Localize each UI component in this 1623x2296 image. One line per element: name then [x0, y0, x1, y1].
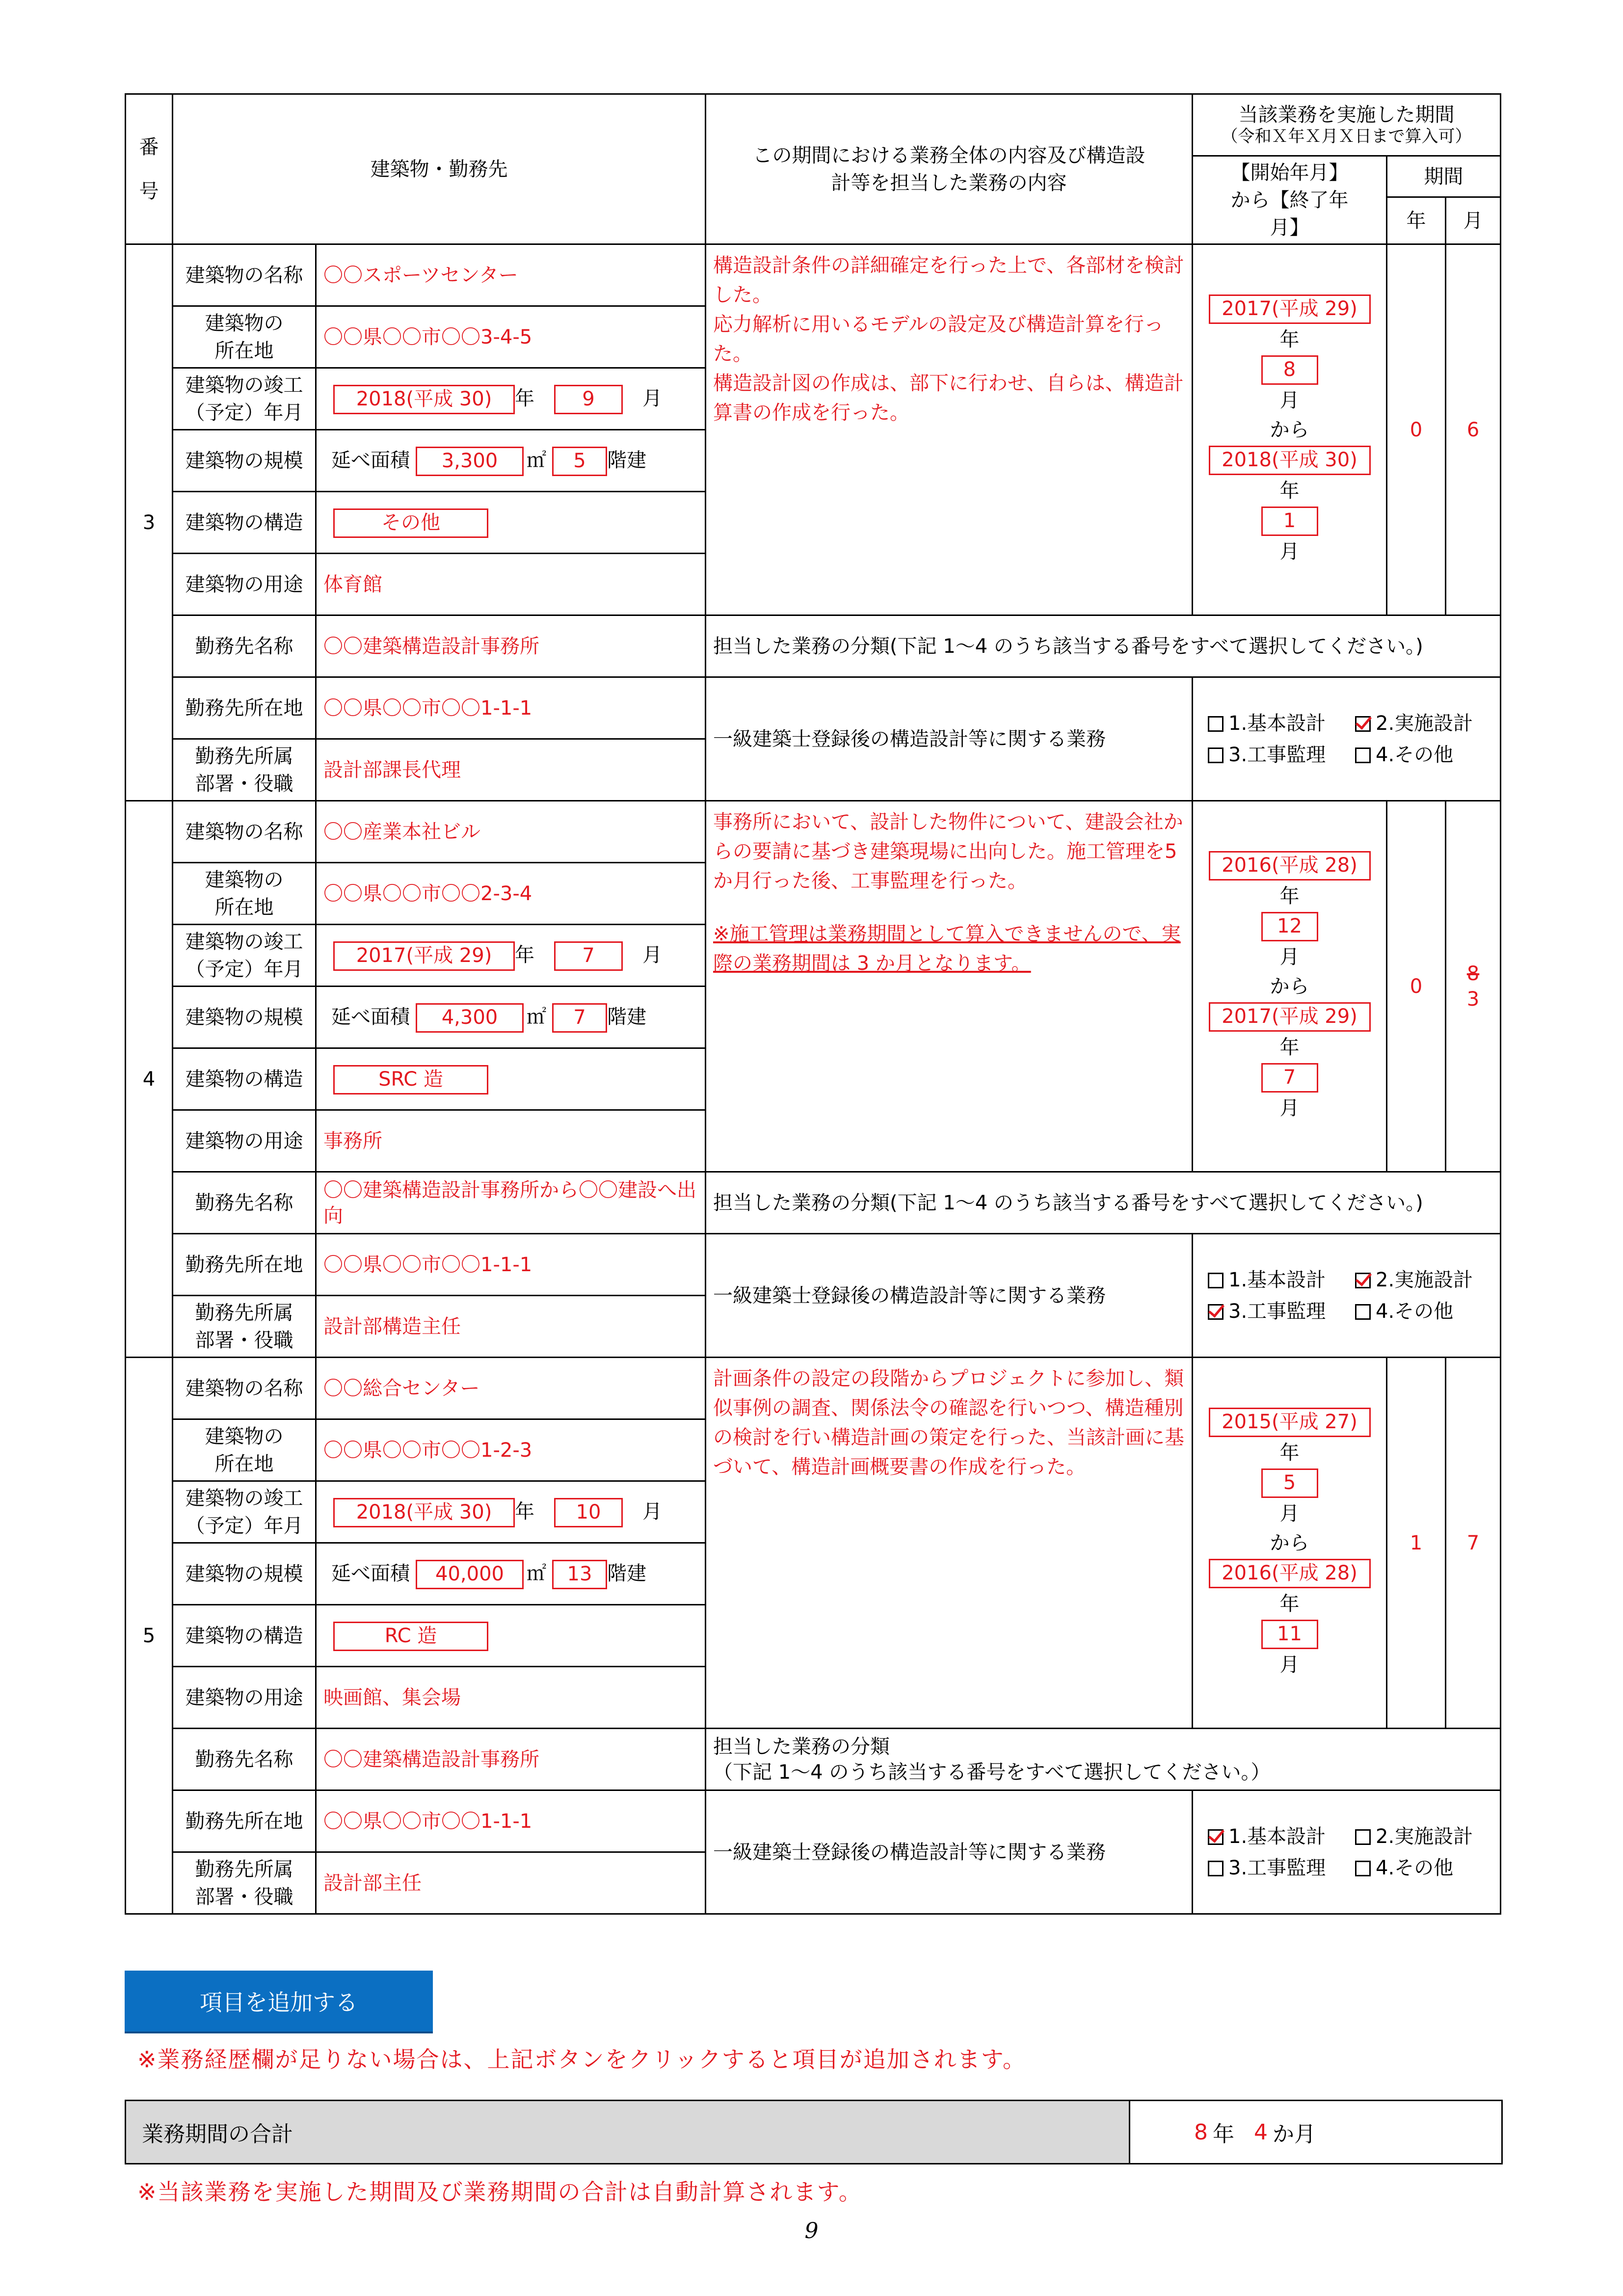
post-registration-label: 一級建築士登録後の構造設計等に関する業務 — [706, 1234, 1193, 1358]
label-bldg-scale: 建築物の規模 — [173, 430, 316, 492]
year-label: 年 — [1279, 328, 1300, 351]
month-label: 月 — [1279, 1096, 1300, 1120]
label-work-name: 勤務先名称 — [173, 1729, 316, 1790]
workplace-location-value[interactable]: 〇〇県〇〇市〇〇1-1-1 — [316, 677, 706, 739]
start-month-field[interactable]: 12 — [1261, 912, 1318, 941]
floor-area-field[interactable]: 40,000 — [416, 1560, 524, 1589]
end-month-field[interactable]: 1 — [1261, 507, 1318, 536]
month-label: 月 — [642, 943, 662, 966]
duration-months-old: 8 — [1466, 962, 1480, 985]
month-label: 月 — [1279, 1502, 1300, 1525]
entry-row-name — [126, 244, 1501, 306]
year-label: 年 — [515, 387, 534, 410]
month-label: 月 — [642, 1500, 662, 1523]
start-year-field[interactable]: 2015(平成 27) — [1209, 1408, 1371, 1437]
label-work-name: 勤務先名称 — [173, 1172, 316, 1234]
duration-months-value: 7 — [1466, 1531, 1480, 1554]
label-work-dept: 勤務先所属部署・役職 — [173, 1852, 316, 1914]
header-start-end: 【開始年月】から【終了年月】 — [1193, 156, 1387, 244]
classification-cell — [706, 1172, 1501, 1234]
month-label: 月 — [1279, 540, 1300, 563]
career-table — [125, 93, 1501, 1915]
workplace-value[interactable]: 〇〇建築構造設計事務所 — [316, 615, 706, 677]
sqm-label: ㎡ — [527, 449, 546, 472]
from-label: から — [1270, 418, 1309, 441]
checkbox-3[interactable] — [1208, 748, 1224, 763]
total-years: 8 — [1194, 2119, 1208, 2145]
duration-years: 1 — [1387, 1358, 1446, 1729]
entry-row-name — [126, 1358, 1501, 1419]
classification-checkboxes: 1.基本設計 2.実施設計 3.工事監理 4.その他 — [1193, 677, 1501, 801]
checkbox-1[interactable] — [1208, 1829, 1224, 1845]
description-text[interactable]: 構造設計条件の詳細確定を行った上で、各部材を検討した。 応力解析に用いるモデルの設定及び構造計算を行った。 構造設計図の作成は、部下に行わせ、自らは、構造計算書の作成を行った。 — [713, 254, 1184, 424]
start-month-field[interactable]: 8 — [1261, 355, 1318, 385]
classification-text: 担当した業務の分類(下記 1～4 のうち該当する番号をすべて選択してください。) — [713, 1191, 1423, 1214]
workplace-value[interactable]: 〇〇建築構造設計事務所 — [316, 1729, 706, 1790]
label-bldg-name: 建築物の名称 — [173, 244, 316, 306]
workplace-location-value[interactable]: 〇〇県〇〇市〇〇1-1-1 — [316, 1790, 706, 1852]
workplace-location-value[interactable]: 〇〇県〇〇市〇〇1-1-1 — [316, 1234, 706, 1296]
header-period: 当該業務を実施した期間 （令和Ｘ年Ｘ月Ｘ日まで算入可） — [1193, 94, 1501, 156]
dept-value[interactable]: 設計部構造主任 — [316, 1296, 706, 1358]
checkbox-3[interactable] — [1208, 1861, 1224, 1876]
bldg-location-value[interactable]: 〇〇県〇〇市〇〇2-3-4 — [316, 863, 706, 925]
structure-select[interactable]: SRC 造 — [333, 1065, 488, 1095]
label-bldg-use: 建築物の用途 — [173, 554, 316, 615]
total-label: 業務期間の合計 — [126, 2101, 1130, 2163]
floors-label: 階建 — [607, 449, 646, 472]
end-year-field[interactable]: 2017(平成 29) — [1209, 1002, 1371, 1032]
end-month-field[interactable]: 11 — [1261, 1620, 1318, 1649]
duration-years: 0 — [1387, 244, 1446, 615]
floors-label: 階建 — [607, 1005, 646, 1028]
total-month-unit: か月 — [1273, 2122, 1316, 2147]
floor-area-label: 延べ面積 — [331, 1005, 410, 1028]
classification-head: 担当した業務の分類 — [713, 1735, 890, 1758]
end-year-field[interactable]: 2018(平成 30) — [1209, 446, 1371, 475]
structure-cell — [316, 1605, 706, 1667]
structure-cell — [316, 492, 706, 554]
checkbox-3[interactable] — [1208, 1304, 1224, 1320]
floor-area-field[interactable]: 3,300 — [416, 447, 524, 476]
dept-value[interactable]: 設計部主任 — [316, 1852, 706, 1914]
classification-checkboxes: 1.基本設計 2.実施設計 3.工事監理 4.その他 — [1193, 1234, 1501, 1358]
month-label: 月 — [1279, 1653, 1300, 1676]
label-work-dept: 勤務先所属部署・役職 — [173, 739, 316, 801]
description-text[interactable]: 計画条件の設定の段階からプロジェクトに参加し、類似事例の調査、関係法令の確認を行いつつ、構造種別の検討を行い構造計画の策定を行った、当該計画に基づいて、構造計画概要書の作成を行った。 — [713, 1367, 1184, 1478]
checkbox-4[interactable] — [1355, 1861, 1371, 1876]
duration-months — [1446, 801, 1501, 1172]
completion-month-field[interactable]: 9 — [554, 385, 623, 414]
duration-years: 0 — [1387, 801, 1446, 1172]
header-number: 番号 — [126, 94, 173, 244]
label-bldg-location: 建築物の所在地 — [173, 1419, 316, 1481]
year-label: 年 — [515, 943, 534, 966]
header-content: この期間における業務全体の内容及び構造設計等を担当した業務の内容 — [706, 94, 1193, 244]
classification-tail: （下記 1～4 のうち該当する番号をすべて選択してください。） — [713, 1761, 1271, 1784]
completion-year-field[interactable]: 2017(平成 29) — [333, 941, 515, 971]
header-building-workplace: 建築物・勤務先 — [173, 94, 706, 244]
dept-value[interactable]: 設計部課長代理 — [316, 739, 706, 801]
floors-field[interactable]: 5 — [552, 447, 607, 476]
year-label: 年 — [515, 1500, 534, 1523]
business-description — [706, 801, 1193, 1172]
duration-months-value: 6 — [1466, 418, 1480, 441]
completion-year-field[interactable]: 2018(平成 30) — [333, 1498, 515, 1527]
start-year-field[interactable]: 2016(平成 28) — [1209, 851, 1371, 881]
bldg-location-value[interactable]: 〇〇県〇〇市〇〇3-4-5 — [316, 306, 706, 368]
sqm-label: ㎡ — [527, 1005, 546, 1028]
end-month-field[interactable]: 7 — [1261, 1063, 1318, 1093]
total-months: 4 — [1254, 2119, 1268, 2145]
workplace-value[interactable]: 〇〇建築構造設計事務所から〇〇建設へ出向 — [316, 1172, 706, 1234]
label-work-name: 勤務先名称 — [173, 615, 316, 677]
business-description — [706, 1358, 1193, 1729]
checkbox-2[interactable] — [1355, 1273, 1371, 1288]
classification-cell — [706, 1729, 1501, 1790]
start-year-field[interactable]: 2017(平成 29) — [1209, 294, 1371, 324]
bldg-location-value[interactable]: 〇〇県〇〇市〇〇1-2-3 — [316, 1419, 706, 1481]
bldg-name-value[interactable]: 〇〇産業本社ビル — [316, 801, 706, 863]
label-work-location: 勤務先所在地 — [173, 1234, 316, 1296]
floors-field[interactable]: 13 — [552, 1560, 607, 1589]
bldg-use-value[interactable]: 映画館、集会場 — [316, 1667, 706, 1729]
label-bldg-location: 建築物の所在地 — [173, 306, 316, 368]
floors-field[interactable]: 7 — [552, 1003, 607, 1033]
floors-label: 階建 — [607, 1562, 646, 1585]
scale-cell — [316, 1543, 706, 1605]
checkbox-4[interactable] — [1355, 1304, 1371, 1320]
year-label: 年 — [1279, 1592, 1300, 1615]
sqm-label: ㎡ — [527, 1562, 546, 1585]
start-month-field[interactable]: 5 — [1261, 1468, 1318, 1498]
from-label: から — [1270, 975, 1309, 998]
label-bldg-completion: 建築物の竣工（予定）年月 — [173, 925, 316, 987]
label-bldg-completion: 建築物の竣工（予定）年月 — [173, 368, 316, 430]
entry-number: 5 — [126, 1358, 173, 1914]
from-label: から — [1270, 1531, 1309, 1554]
floor-area-label: 延べ面積 — [331, 1562, 410, 1585]
checkbox-1[interactable] — [1208, 1273, 1224, 1288]
floor-area-label: 延べ面積 — [331, 449, 410, 472]
label-bldg-name: 建築物の名称 — [173, 1358, 316, 1419]
page-number: 9 — [804, 2218, 819, 2243]
structure-select[interactable]: RC 造 — [333, 1622, 488, 1651]
completion-month-field[interactable]: 10 — [554, 1498, 623, 1527]
header-year: 年 — [1387, 197, 1446, 244]
checkbox-4[interactable] — [1355, 748, 1371, 763]
completion-cell — [316, 925, 706, 987]
post-registration-label: 一級建築士登録後の構造設計等に関する業務 — [706, 1790, 1193, 1914]
duration-months — [1446, 1358, 1501, 1729]
entry-row-name — [126, 801, 1501, 863]
completion-cell — [316, 1481, 706, 1543]
period-cell — [1193, 1358, 1387, 1729]
scale-cell — [316, 987, 706, 1048]
bldg-name-value[interactable]: 〇〇スポーツセンター — [316, 244, 706, 306]
entry-number: 3 — [126, 244, 173, 801]
checkbox-2[interactable] — [1355, 716, 1371, 732]
month-label: 月 — [642, 387, 662, 410]
year-label: 年 — [1279, 1036, 1300, 1059]
end-year-field[interactable]: 2016(平成 28) — [1209, 1559, 1371, 1588]
label-bldg-scale: 建築物の規模 — [173, 987, 316, 1048]
total-year-unit: 年 — [1213, 2122, 1234, 2147]
entry-number: 4 — [126, 801, 173, 1358]
classification-checkboxes: 1.基本設計 2.実施設計 3.工事監理 4.その他 — [1193, 1790, 1501, 1914]
label-bldg-use: 建築物の用途 — [173, 1110, 316, 1172]
duration-months-value: 3 — [1466, 988, 1480, 1011]
checkbox-1[interactable] — [1208, 716, 1224, 732]
post-registration-label: 一級建築士登録後の構造設計等に関する業務 — [706, 677, 1193, 801]
completion-cell — [316, 368, 706, 430]
structure-select[interactable]: その他 — [333, 508, 488, 538]
year-label: 年 — [1279, 479, 1300, 502]
month-label: 月 — [1279, 945, 1300, 968]
floor-area-field[interactable]: 4,300 — [416, 1003, 524, 1033]
label-bldg-use: 建築物の用途 — [173, 1667, 316, 1729]
label-bldg-structure: 建築物の構造 — [173, 492, 316, 554]
total-period — [125, 2100, 1503, 2164]
year-label: 年 — [1279, 884, 1300, 908]
label-work-location: 勤務先所在地 — [173, 677, 316, 739]
label-bldg-completion: 建築物の竣工（予定）年月 — [173, 1481, 316, 1543]
label-bldg-name: 建築物の名称 — [173, 801, 316, 863]
structure-cell — [316, 1048, 706, 1110]
add-note: ※業務経歴欄が足りない場合は、上記ボタンをクリックすると項目が追加されます。 — [137, 2046, 1027, 2073]
label-work-dept: 勤務先所属部署・役職 — [173, 1296, 316, 1358]
description-text[interactable]: 事務所において、設計した物件について、建設会社からの要請に基づき建築現場に出向した。施工管理を5か月行った後、工事監理を行った。 — [713, 811, 1183, 892]
total-value — [1130, 2101, 1501, 2163]
header-month: 月 — [1446, 197, 1501, 244]
duration-months — [1446, 244, 1501, 615]
label-bldg-location: 建築物の所在地 — [173, 863, 316, 925]
month-label: 月 — [1279, 389, 1300, 412]
period-cell — [1193, 244, 1387, 615]
business-description — [706, 244, 1193, 615]
completion-month-field[interactable]: 7 — [554, 941, 623, 971]
completion-year-field[interactable]: 2018(平成 30) — [333, 385, 515, 414]
label-work-location: 勤務先所在地 — [173, 1790, 316, 1852]
bldg-name-value[interactable]: 〇〇総合センター — [316, 1358, 706, 1419]
label-bldg-scale: 建築物の規模 — [173, 1543, 316, 1605]
add-item-button[interactable]: 項目を追加する — [125, 1971, 433, 2033]
header-duration: 期間 — [1387, 156, 1501, 197]
bldg-use-value[interactable]: 事務所 — [316, 1110, 706, 1172]
classification-text: 担当した業務の分類(下記 1～4 のうち該当する番号をすべて選択してください。) — [713, 635, 1423, 658]
total-note: ※当該業務を実施した期間及び業務期間の合計は自動計算されます。 — [137, 2179, 862, 2205]
year-label: 年 — [1279, 1441, 1300, 1464]
checkbox-2[interactable] — [1355, 1829, 1371, 1845]
description-note: ※施工管理は業務期間として算入できませんので、実際の業務期間は 3 か月となります。 — [713, 923, 1181, 975]
classification-cell — [706, 615, 1501, 677]
bldg-use-value[interactable]: 体育館 — [316, 554, 706, 615]
label-bldg-structure: 建築物の構造 — [173, 1048, 316, 1110]
period-cell — [1193, 801, 1387, 1172]
scale-cell — [316, 430, 706, 492]
label-bldg-structure: 建築物の構造 — [173, 1605, 316, 1667]
